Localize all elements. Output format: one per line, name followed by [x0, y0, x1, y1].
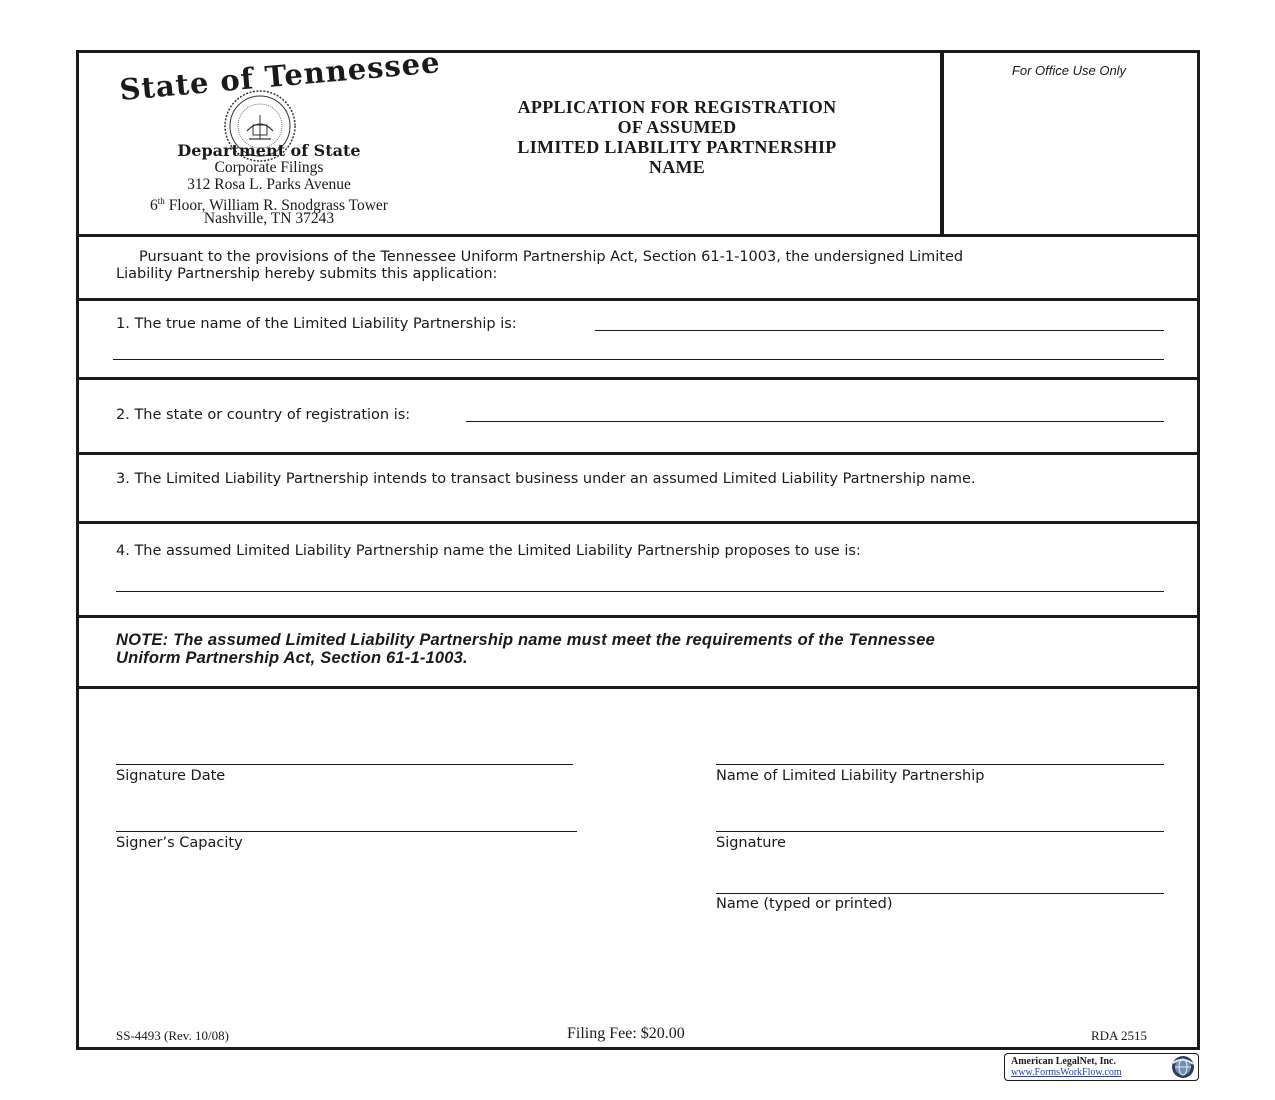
globe-icon — [1171, 1055, 1195, 1079]
section-divider — [79, 298, 1197, 301]
signature-date-field[interactable] — [116, 764, 573, 765]
form-title-line-2: OF ASSUMED — [617, 117, 737, 137]
assumed-name-field[interactable] — [116, 591, 1164, 592]
application-form — [76, 45, 1200, 1050]
section-divider — [79, 452, 1197, 455]
address-line-4: Nashville, TN 37243 — [203, 210, 335, 227]
section-divider — [79, 521, 1197, 524]
signers-capacity-field[interactable] — [116, 831, 577, 832]
item-3-label: 3. The Limited Liability Partnership intends to transact business under an assumed Limited Liability Partnership name. — [116, 471, 976, 487]
signature-date-label: Signature Date — [116, 768, 226, 784]
filing-fee: Filing Fee: $20.00 — [567, 1025, 685, 1042]
publisher-name: American LegalNet, Inc. — [1011, 1056, 1116, 1067]
item-1-label: 1. The true name of the Limited Liability Partnership is: — [116, 316, 517, 332]
item-2-label: 2. The state or country of registration is: — [116, 407, 411, 423]
true-name-field-line-2[interactable] — [113, 359, 1164, 360]
section-divider — [79, 615, 1197, 618]
true-name-field[interactable] — [595, 330, 1164, 331]
signers-capacity-label: Signer’s Capacity — [116, 835, 243, 851]
note-line-1: NOTE: The assumed Limited Liability Partnership name must meet the requirements of the Tennessee — [116, 631, 936, 649]
intro-line-1: Pursuant to the provisions of the Tennessee Uniform Partnership Act, Section 61-1-1003, the undersigned Limited — [139, 249, 964, 265]
intro-line-2: Liability Partnership hereby submits this application: — [116, 266, 498, 282]
department-of-state: Department of State — [177, 141, 361, 160]
llp-name-field[interactable] — [716, 764, 1164, 765]
note-line-2: Uniform Partnership Act, Section 61-1-1003. — [116, 649, 468, 667]
form-title-line-3: LIMITED LIABILITY PARTNERSHIP — [517, 137, 837, 157]
note — [116, 631, 1156, 667]
item-4-label: 4. The assumed Limited Liability Partnership name the Limited Liability Partnership proposes to use is: — [116, 543, 861, 559]
floor-suffix: th — [157, 196, 165, 206]
signature-field[interactable] — [716, 831, 1164, 832]
address-line-2: 312 Rosa L. Parks Avenue — [187, 176, 351, 193]
section-divider — [79, 686, 1197, 689]
llp-name-label: Name of Limited Liability Partnership — [716, 768, 985, 784]
form-title — [447, 97, 907, 177]
form-title-line-4: NAME — [648, 157, 706, 177]
signature-label: Signature — [716, 835, 786, 851]
floor-number: 6 — [150, 197, 158, 215]
section-divider — [79, 377, 1197, 380]
printed-name-label: Name (typed or printed) — [716, 896, 893, 912]
state-of-registration-field[interactable] — [466, 421, 1164, 422]
office-use-divider — [940, 53, 944, 236]
form-number: SS-4493 (Rev. 10/08) — [116, 1028, 229, 1043]
floor-rest: Floor, William R. Snodgrass Tower — [164, 197, 388, 215]
office-use-label: For Office Use Only — [1011, 63, 1127, 78]
printed-name-field[interactable] — [716, 893, 1164, 894]
form-title-line-1: APPLICATION FOR REGISTRATION — [517, 97, 837, 117]
rda-number: RDA 2515 — [1091, 1028, 1147, 1043]
publisher-logo[interactable] — [1004, 1053, 1199, 1081]
state-of-tennessee-title: State of Tennessee — [118, 45, 442, 107]
section-divider — [79, 234, 1197, 237]
address-line-1: Corporate Filings — [214, 159, 324, 176]
publisher-url[interactable]: www.FormsWorkFlow.com — [1011, 1067, 1122, 1078]
